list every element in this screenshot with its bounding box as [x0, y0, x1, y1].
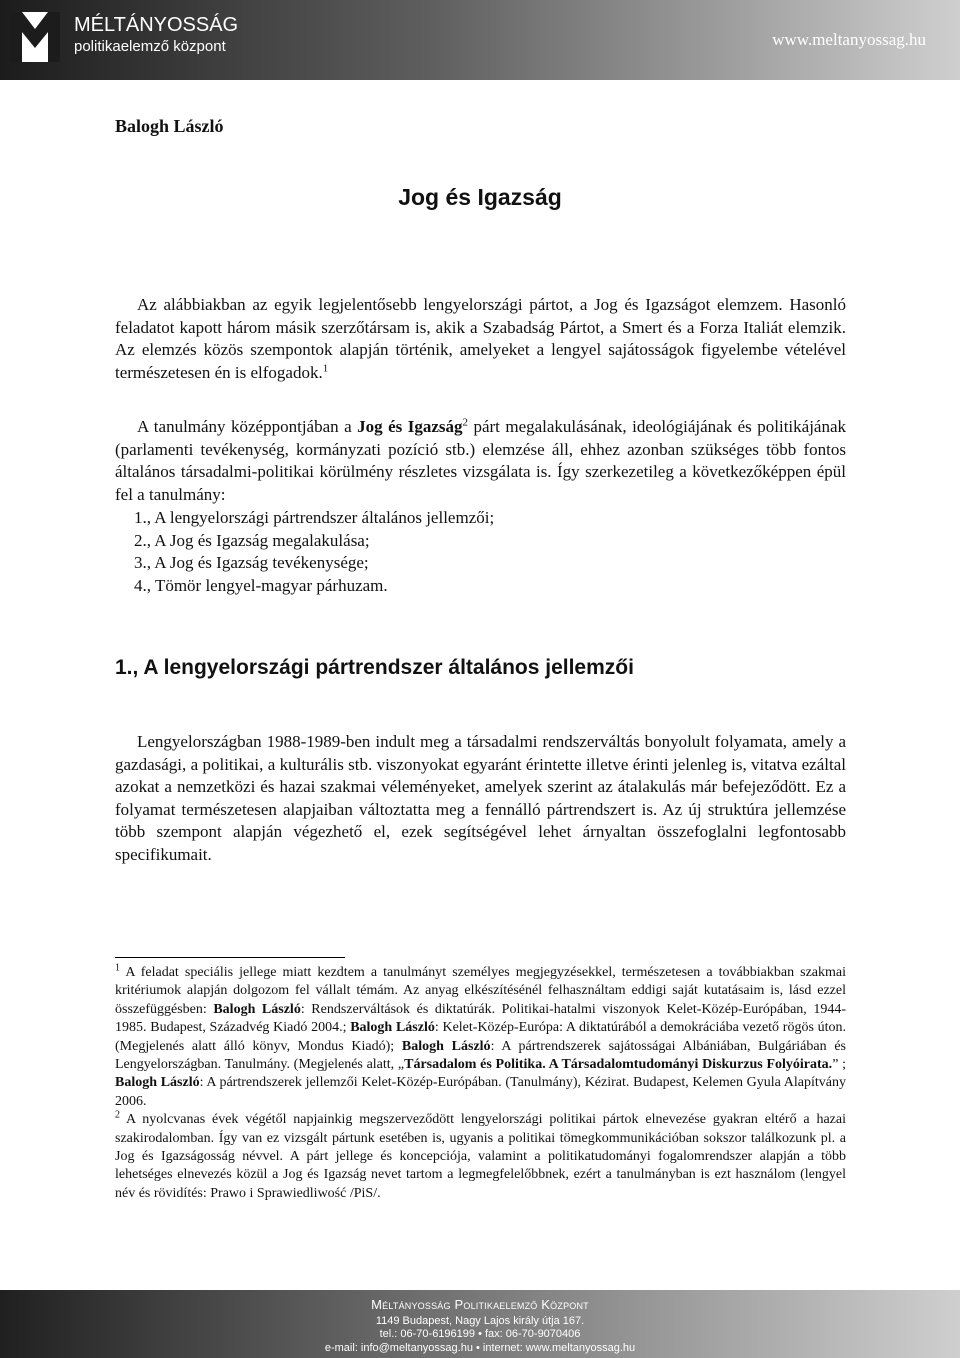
meltanyossag-logo-icon [10, 12, 60, 62]
page-header [0, 0, 960, 80]
intro-text: Az alábbiakban az egyik legjelentősebb lengyelországi pártot, a Jog és Igazságot elemzem. Hasonló feladatot kapott három másik szerzőtársam is, akik a Szabadság Pártot, a Smert és a Forza Italiát elemzik. Az elemzés közös szempontok alapján történik, amelyeket a lengyel sajátosságok figyelembe vételével természetesen én is elfogadok. [115, 295, 846, 382]
document-title: Jog és Igazság [398, 184, 562, 210]
brand-name: MÉLTÁNYOSSÁG [74, 14, 239, 36]
focus-paragraph [115, 416, 846, 506]
footnote-2 [115, 1111, 846, 1203]
footnote-text: ” ; [832, 1057, 847, 1073]
author-name: Balogh László [115, 116, 224, 136]
focus-text-start: A tanulmány középpontjában a [137, 417, 352, 436]
page-footer [0, 1290, 960, 1358]
footer-phone: tel.: 06-70-6196199 • fax: 06-70-9070406 [379, 1328, 581, 1340]
footnote-ref-1[interactable]: 1 [322, 361, 329, 374]
footnote-text: : Rendszerváltások és diktatúrák. Politikai-hatalmi viszonyok Kelet-Közép-Európában, 1944-1985. Budapest, Századvég Kiadó 2004.; [115, 1001, 847, 1036]
toc-item: 1., A lengyelországi pártrendszer általános jellemzői; [134, 508, 495, 527]
intro-paragraph [115, 294, 846, 384]
header-site-link[interactable]: www.meltanyossag.hu [772, 30, 926, 49]
footnote-text: A feladat speciális jellege miatt kezdtem a tanulmányt személyes megjegyzésekkel, természetesen a továbbiakban szakmai kritériumok alapján dolgozom fel vállalt témám. Az anyag elkészítésénél felhasználtam eddigi saját kutatásaim is, lásd ezzel összefüggésben: [115, 965, 847, 1017]
party-name-bold: Jog és Igazság [357, 417, 463, 436]
cited-author: Balogh László [401, 1038, 491, 1054]
cited-author: Balogh László [350, 1020, 435, 1036]
cited-journal: Társadalom és Politika. A Társadalomtudományi Diskurzus Folyóirata. [404, 1057, 833, 1073]
toc-item: 2., A Jog és Igazság megalakulása; [134, 530, 370, 550]
footnote-text: : A pártrendszerek sajátosságai Albániában, Bulgáriában és Lengyelországban. Tanulmány. (Megjelenés alatt, „ [115, 1038, 846, 1073]
section-heading: 1., A lengyelországi pártrendszer általános jellemzői [115, 656, 634, 679]
footer-contact[interactable]: e-mail: info@meltanyossag.hu • internet: www.meltanyossag.hu [324, 1342, 636, 1354]
footnote-text: : Kelet-Közép-Európa: A diktatúrából a demokráciába vezető rögös úton. (Megjelenés alatt álló könyv, Mondus Kiadó); [115, 1020, 847, 1054]
footnote-text: A nyolcvanas évek végétől napjainkig megszerveződött lengyelországi politikai pártok elnevezése gyakran eltérő a hazai szakirodalomban. Így van ez vizsgált pártunk esetében is, ugyanis a politikai tömegkommunikációban sokszor találkozunk pl. a Jog és Igazságosság névvel. A párt jellege és koncepciója, valamint a politikatudományi fogalomrendszer alapján a több lehetséges elnevezés közül a Jog és Igazság nevet tartom a legmegfelelőbbnek, ezért a tanulmányban is ezt használom (lengyel név és rövidítés: Prawo i Sprawiedliwość /PiS/. [115, 1112, 846, 1201]
footnote-divider [115, 957, 345, 958]
toc-item: 4., Tömör lengyel-magyar párhuzam. [134, 575, 388, 595]
footer-address: 1149 Budapest, Nagy Lajos király útja 167. [375, 1315, 585, 1327]
footnote-number: 2 [115, 1109, 120, 1121]
section-paragraph: Lengyelországban 1988-1989-ben indult meg a társadalmi rendszerváltás bonyolult folyamata, amely a gazdasági, a politikai, a kulturális stb. viszonyokat egyaránt érintette illetve érinti jelenleg is, vitatva ezáltal azokat a nemzetközi és hazai szakmai véleményeket, amelyek szerint az átalakulás már befejeződött. Ez a folyamat természetesen alapjaiban változtatta meg a fennálló pártrendszert is. Az új struktúra jellemzése több szempont alapján végezhető el, ezek segítségével lehet árnyaltan összefoglalni legfontosabb specifikumait. [115, 732, 846, 864]
toc-item: 3., A Jog és Igazság tevékenysége; [134, 553, 369, 572]
brand-subtitle: politikaelemző központ [74, 38, 226, 55]
focus-text-end: párt megalakulásának, ideológiájának és politikájának (parlamenti tevékenység, kormányzati pozíció stb.) elemzése áll, ehhez azonban szükséges több fontos általános társadalmi-politikai körülmény részletes vizsgálata is. Így szerkezetileg a következőképpen épül fel a tanulmány: [115, 417, 847, 504]
footnote-text: : A pártrendszerek jellemzői Kelet-Közép-Európában. (Tanulmány), Kézirat. Budapest, Kelemen Gyula Alapítvány 2006. [115, 1075, 846, 1109]
table-of-contents [134, 507, 494, 597]
footnote-1 [115, 964, 846, 1111]
footnote-ref-2[interactable]: 2 [462, 416, 468, 429]
cited-author: Balogh László [115, 1075, 200, 1091]
footnotes [115, 964, 846, 1203]
footnote-number: 1 [115, 962, 120, 974]
cited-author: Balogh László [213, 1001, 301, 1017]
footer-org-name: Méltányosság Politikaelemző Központ [371, 1297, 589, 1312]
